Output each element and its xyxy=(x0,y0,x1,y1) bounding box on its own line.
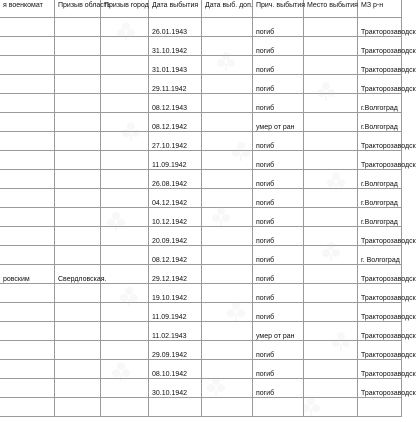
table-body xyxy=(0,18,416,417)
cell-place[interactable] xyxy=(304,132,358,151)
cell-voenkomat[interactable]: ровским xyxy=(0,265,55,284)
cell-date-extra[interactable] xyxy=(202,284,253,303)
cell-place[interactable] xyxy=(304,246,358,265)
cell-region[interactable] xyxy=(55,322,101,341)
header-cell-place[interactable]: Место выбытия xyxy=(304,0,358,18)
cell-district[interactable]: Тракторозаводск xyxy=(358,360,402,379)
cell-region[interactable]: Свердловская. xyxy=(55,265,101,284)
cell-date[interactable]: 29.09.1942 xyxy=(149,341,202,360)
table-row xyxy=(0,56,402,75)
cell-place[interactable] xyxy=(304,151,358,170)
cell-reason[interactable]: погиб xyxy=(253,341,304,360)
cell-date[interactable]: 08.12.1942 xyxy=(149,113,202,132)
cell-place[interactable] xyxy=(304,37,358,56)
cell-date-extra[interactable] xyxy=(202,303,253,322)
header-cell-date-extra[interactable]: Дата выб. доп. xyxy=(202,0,253,18)
header-cell-region[interactable]: Призыв область xyxy=(55,0,101,18)
cell-voenkomat[interactable] xyxy=(0,227,55,246)
cell-date[interactable]: 08.12.1943 xyxy=(149,94,202,113)
header-cell-district[interactable]: МЗ р-н xyxy=(358,0,402,18)
cell-place[interactable] xyxy=(304,398,358,417)
cell-city[interactable] xyxy=(101,227,149,246)
table-row xyxy=(0,94,402,113)
cell-voenkomat[interactable] xyxy=(0,284,55,303)
cell-date-extra[interactable] xyxy=(202,170,253,189)
table-row xyxy=(0,75,402,94)
cell-district[interactable] xyxy=(358,398,402,417)
cell-district[interactable]: Тракторозаводск xyxy=(358,227,402,246)
cell-date-extra[interactable] xyxy=(202,189,253,208)
cell-district[interactable]: г.Волгоград xyxy=(358,94,402,113)
cell-voenkomat[interactable] xyxy=(0,56,55,75)
cell-reason[interactable]: погиб xyxy=(253,246,304,265)
cell-date[interactable] xyxy=(149,398,202,417)
cell-reason[interactable]: погиб xyxy=(253,94,304,113)
table-row xyxy=(0,18,402,37)
cell-voenkomat[interactable] xyxy=(0,151,55,170)
cell-voenkomat[interactable] xyxy=(0,113,55,132)
cell-district[interactable]: Тракторозаводск xyxy=(358,322,402,341)
cell-district[interactable]: Тракторозаводск xyxy=(358,379,402,398)
cell-date-extra[interactable] xyxy=(202,379,253,398)
cell-place[interactable] xyxy=(304,18,358,37)
cell-region[interactable] xyxy=(55,189,101,208)
cell-region[interactable] xyxy=(55,56,101,75)
cell-region[interactable] xyxy=(55,18,101,37)
cell-region[interactable] xyxy=(55,113,101,132)
cell-reason[interactable]: умер от ран xyxy=(253,322,304,341)
cell-reason[interactable]: погиб xyxy=(253,56,304,75)
cell-city[interactable] xyxy=(101,18,149,37)
cell-reason[interactable]: умер от ран xyxy=(253,113,304,132)
cell-date-extra[interactable] xyxy=(202,265,253,284)
cell-voenkomat[interactable] xyxy=(0,322,55,341)
cell-place[interactable] xyxy=(304,56,358,75)
table-row xyxy=(0,341,402,360)
cell-voenkomat[interactable] xyxy=(0,75,55,94)
cell-city[interactable] xyxy=(101,208,149,227)
table-row xyxy=(0,37,402,56)
cell-voenkomat[interactable] xyxy=(0,341,55,360)
cell-city[interactable] xyxy=(101,360,149,379)
cell-date-extra[interactable] xyxy=(202,94,253,113)
table-row xyxy=(0,227,402,246)
cell-city[interactable] xyxy=(101,322,149,341)
cell-date-extra[interactable] xyxy=(202,18,253,37)
cell-region[interactable] xyxy=(55,170,101,189)
cell-place[interactable] xyxy=(304,170,358,189)
cell-place[interactable] xyxy=(304,94,358,113)
cell-date-extra[interactable] xyxy=(202,56,253,75)
cell-voenkomat[interactable] xyxy=(0,379,55,398)
cell-date-extra[interactable] xyxy=(202,322,253,341)
cell-date[interactable]: 11.09.1942 xyxy=(149,151,202,170)
cell-voenkomat[interactable] xyxy=(0,208,55,227)
cell-city[interactable] xyxy=(101,151,149,170)
cell-date[interactable]: 11.02.1943 xyxy=(149,322,202,341)
cell-city[interactable] xyxy=(101,56,149,75)
cell-reason[interactable] xyxy=(253,398,304,417)
cell-reason[interactable]: погиб xyxy=(253,360,304,379)
cell-place[interactable] xyxy=(304,341,358,360)
cell-place[interactable] xyxy=(304,303,358,322)
table-row xyxy=(0,284,402,303)
table-row xyxy=(0,246,402,265)
cell-date[interactable]: 04.12.1942 xyxy=(149,189,202,208)
cell-region[interactable] xyxy=(55,341,101,360)
cell-district[interactable]: Тракторозаводск xyxy=(358,56,402,75)
cell-voenkomat[interactable] xyxy=(0,398,55,417)
cell-reason[interactable]: погиб xyxy=(253,208,304,227)
cell-region[interactable] xyxy=(55,360,101,379)
cell-district[interactable]: Тракторозаводск xyxy=(358,151,402,170)
cell-city[interactable] xyxy=(101,189,149,208)
cell-date[interactable]: 26.08.1942 xyxy=(149,170,202,189)
cell-district[interactable]: г.Волгоград xyxy=(358,170,402,189)
cell-reason[interactable]: погиб xyxy=(253,75,304,94)
cell-date[interactable]: 29.12.1942 xyxy=(149,265,202,284)
header-cell-reason[interactable]: Прич. выбытия xyxy=(253,0,304,18)
cell-district[interactable]: г.Волгоград xyxy=(358,208,402,227)
cell-city[interactable] xyxy=(101,246,149,265)
cell-place[interactable] xyxy=(304,75,358,94)
table-row xyxy=(0,398,402,417)
cell-date-extra[interactable] xyxy=(202,398,253,417)
cell-voenkomat[interactable] xyxy=(0,94,55,113)
cell-district[interactable]: Тракторозаводск xyxy=(358,265,402,284)
cell-place[interactable] xyxy=(304,379,358,398)
cell-place[interactable] xyxy=(304,227,358,246)
cell-place[interactable] xyxy=(304,189,358,208)
cell-date[interactable]: 27.10.1942 xyxy=(149,132,202,151)
cell-district[interactable]: Тракторозаводск xyxy=(358,303,402,322)
cell-place[interactable] xyxy=(304,284,358,303)
header-cell-voenkomat[interactable]: я военкомат xyxy=(0,0,55,18)
cell-district[interactable]: Тракторозаводск xyxy=(358,37,402,56)
cell-region[interactable] xyxy=(55,37,101,56)
header-cell-date[interactable]: Дата выбытия xyxy=(149,0,202,18)
table-row xyxy=(0,208,402,227)
cell-district[interactable]: г. Волгоград xyxy=(358,246,402,265)
cell-voenkomat[interactable] xyxy=(0,18,55,37)
cell-reason[interactable]: погиб xyxy=(253,18,304,37)
cell-city[interactable] xyxy=(101,94,149,113)
cell-place[interactable] xyxy=(304,113,358,132)
cell-date-extra[interactable] xyxy=(202,113,253,132)
cell-place[interactable] xyxy=(304,208,358,227)
cell-district[interactable]: Тракторозаводск xyxy=(358,75,402,94)
cell-date-extra[interactable] xyxy=(202,227,253,246)
cell-date[interactable]: 10.12.1942 xyxy=(149,208,202,227)
cell-voenkomat[interactable] xyxy=(0,189,55,208)
cell-region[interactable] xyxy=(55,132,101,151)
cell-place[interactable] xyxy=(304,360,358,379)
cell-date-extra[interactable] xyxy=(202,37,253,56)
cell-reason[interactable]: погиб xyxy=(253,284,304,303)
cell-region[interactable] xyxy=(55,379,101,398)
cell-region[interactable] xyxy=(55,208,101,227)
cell-city[interactable] xyxy=(101,132,149,151)
cell-date[interactable]: 30.10.1942 xyxy=(149,379,202,398)
cell-date-extra[interactable] xyxy=(202,75,253,94)
cell-city[interactable] xyxy=(101,303,149,322)
cell-place[interactable] xyxy=(304,265,358,284)
cell-voenkomat[interactable] xyxy=(0,170,55,189)
cell-voenkomat[interactable] xyxy=(0,37,55,56)
cell-region[interactable] xyxy=(55,94,101,113)
cell-reason[interactable]: погиб xyxy=(253,265,304,284)
cell-city[interactable] xyxy=(101,284,149,303)
table-row xyxy=(0,132,402,151)
table-row xyxy=(0,113,402,132)
table-row xyxy=(0,151,402,170)
cell-voenkomat[interactable] xyxy=(0,360,55,379)
cell-district[interactable]: Тракторозаводск xyxy=(358,132,402,151)
table-row xyxy=(0,303,402,322)
cell-date[interactable]: 20.09.1942 xyxy=(149,227,202,246)
cell-city[interactable] xyxy=(101,170,149,189)
cell-date-extra[interactable] xyxy=(202,208,253,227)
cell-voenkomat[interactable] xyxy=(0,303,55,322)
table-row xyxy=(0,265,402,284)
cell-region[interactable] xyxy=(55,75,101,94)
cell-place[interactable] xyxy=(304,322,358,341)
cell-city[interactable] xyxy=(101,113,149,132)
cell-region[interactable] xyxy=(55,303,101,322)
cell-date-extra[interactable] xyxy=(202,246,253,265)
header-cell-city[interactable]: Призыв город xyxy=(101,0,149,18)
cell-city[interactable] xyxy=(101,265,149,284)
cell-city[interactable] xyxy=(101,398,149,417)
cell-date-extra[interactable] xyxy=(202,360,253,379)
cell-date[interactable]: 11.09.1942 xyxy=(149,303,202,322)
cell-district[interactable]: Тракторозаводск xyxy=(358,284,402,303)
cell-reason[interactable]: погиб xyxy=(253,170,304,189)
cell-voenkomat[interactable] xyxy=(0,132,55,151)
cell-region[interactable] xyxy=(55,151,101,170)
cell-city[interactable] xyxy=(101,37,149,56)
cell-region[interactable] xyxy=(55,227,101,246)
cell-date-extra[interactable] xyxy=(202,341,253,360)
cell-date[interactable]: 19.10.1942 xyxy=(149,284,202,303)
table-row xyxy=(0,189,402,208)
cell-date-extra[interactable] xyxy=(202,151,253,170)
cell-region[interactable] xyxy=(55,284,101,303)
cell-date[interactable]: 08.10.1942 xyxy=(149,360,202,379)
table-row xyxy=(0,322,402,341)
cell-reason[interactable]: погиб xyxy=(253,151,304,170)
cell-reason[interactable]: погиб xyxy=(253,303,304,322)
cell-voenkomat[interactable] xyxy=(0,246,55,265)
cell-date[interactable]: 31.10.1942 xyxy=(149,37,202,56)
table-row xyxy=(0,360,402,379)
cell-district[interactable]: Тракторозаводск xyxy=(358,18,402,37)
cell-city[interactable] xyxy=(101,379,149,398)
cell-region[interactable] xyxy=(55,398,101,417)
cell-date[interactable]: 31.01.1943 xyxy=(149,56,202,75)
cell-date[interactable]: 08.12.1942 xyxy=(149,246,202,265)
cell-reason[interactable]: погиб xyxy=(253,132,304,151)
cell-district[interactable]: г.Волгоград xyxy=(358,189,402,208)
cell-city[interactable] xyxy=(101,75,149,94)
cell-date[interactable]: 26.01.1943 xyxy=(149,18,202,37)
cell-reason[interactable]: погиб xyxy=(253,379,304,398)
table-row xyxy=(0,170,402,189)
header-row xyxy=(0,0,402,18)
cell-reason[interactable]: погиб xyxy=(253,227,304,246)
cell-reason[interactable]: погиб xyxy=(253,189,304,208)
cell-district[interactable]: г.Волгоград xyxy=(358,113,402,132)
cell-date[interactable]: 29.11.1942 xyxy=(149,75,202,94)
cell-district[interactable]: Тракторозаводск xyxy=(358,341,402,360)
cell-reason[interactable]: погиб xyxy=(253,37,304,56)
cell-region[interactable] xyxy=(55,246,101,265)
cell-date-extra[interactable] xyxy=(202,132,253,151)
table-row xyxy=(0,379,402,398)
cell-city[interactable] xyxy=(101,341,149,360)
